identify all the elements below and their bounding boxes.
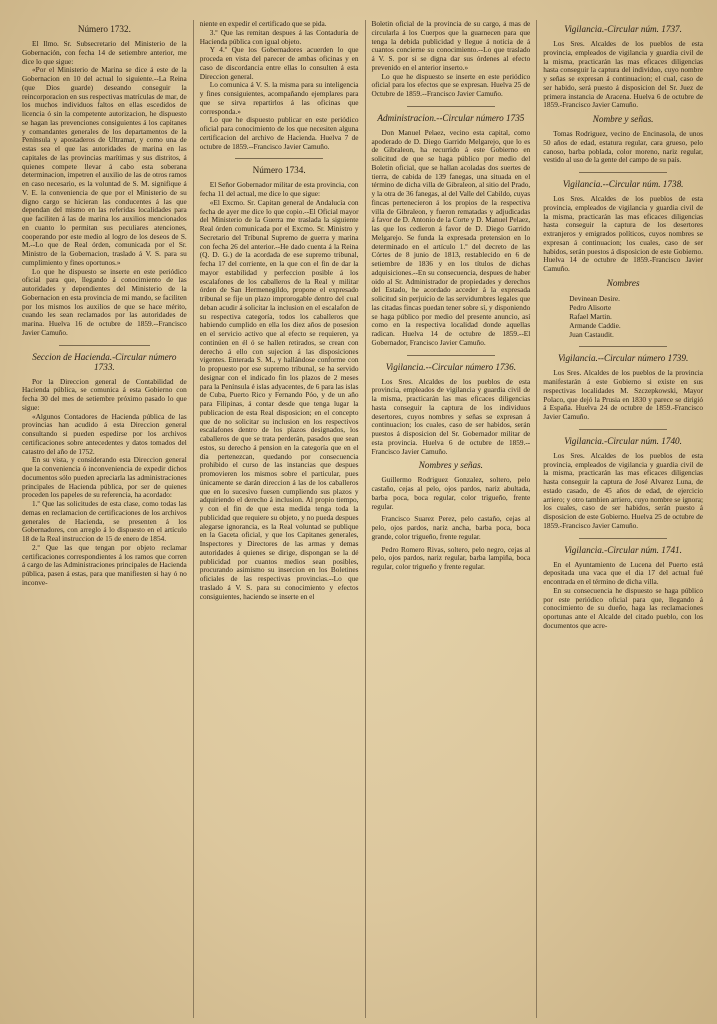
column-1	[22, 20, 194, 1018]
section-heading: Vigilancia.-Circular núm. 1741.	[564, 544, 682, 555]
paragraph: Boletin oficial de la provincia de su cargo, á mas de circularla á los Cuerpos que la guarnecen para que tenga la debida publicidad y llegue á noticia de á cuantos concierne su conocimiento.--Lo que traslado á V. S. por si se digna dar sus órdenes al efecto prevenido en el anterior inserto.»	[371, 20, 531, 72]
section-heading: Número 1734.	[252, 165, 306, 176]
paragraph: El Señor Gobernador militar de esta provincia, con fecha 11 del actual, me dice lo que sigue:	[199, 180, 359, 198]
section-divider	[59, 345, 150, 346]
paragraph: «El Excmo. Sr. Capitan general de Andalucía con fecha de ayer me dice lo que copio.--El Oficial mayor del Ministerio de la Guerra me traslada la siguiente Real órden comunicada por el Excmo. Sr. Ministro y Secretario del Tribunal Supremo de guerra y marina con fecha 26 del anterior.--He dado cuenta á la Reina (Q. D. G.) de la acordada de ese supremo tribunal, fecha 17 del corriente, en la que con el fin de dar la mayor estabilidad y perfeccion posible á los escalafones de los caballeros de la Real y militar órden de San Hermenegildo, propone el expresado tribunal se fije un plazo improrogable dentro del cual deban acudir á solicitar la inclusion en el escalafon de su respectiva categoría, todos los caballeros que habiendo cumplido en ella los diez años de posesion en el servicio activo que al efecto se requieren, ya continúen en él ó se hallen retirados, se crean con derecho á ello con sujecion á las disposiciones vigentes. Enterada S. M., y hallándose conforme con lo propuesto por ese supremo tribunal, se ha servido designar con el indicado fin los plazos de 2 meses para la Península é islas adyacentes, de 6 para las islas de Cuba, Puerto Rico y Fernando Póo, y de un año para Filipinas, á contar desde que tenga lugar la publicacion de esta Real disposicion; en el concepto que de no solicitar su inclusion en los respectivos escalafones dentro de los plazos designados, los caballeros de que se trata perderán, pasados que sean estos, su derecho á pension en la categoría que en el dia pertenezcan, quedando por consecuencia prohibido el curso de las instancias que despues promovieren los mismos sobre el particular, pues únicamente se darán direccion á las de los caballeros que en lo sucesivo fuesen cumpliendo sus plazos y adquiriendo el derecho á inclusion. Al propio tiempo, y con el fin de que esta medida tenga toda la publicidad que requiere su objeto, y no pueda despues alegarse ignorancia, es la Real voluntad se publique en la Gaceta oficial, y que los Capitanes generales, Inspectores y Directores de las armas y demas autoridades á quienes se dirige, dispongan se la dé publicidad por cuantos medios sean posibles, procurando asimismo su insercion en los Boletines oficiales de las respectivas provincias.--Lo que traslado á V. S. para su conocimiento y efectos consiguientes, haciendo se inserte en el	[199, 197, 359, 601]
person-description: Pedro Romero Rivas, soltero, pelo negro, cejas al pelo, ojos pardos, nariz regular, barba lampiña, boca regular, color trigueño y frente regular.	[371, 544, 531, 571]
paragraph: En el Ayuntamiento de Lucena del Puerto está depositada una vaca que el dia 17 del actual fué encontrada en el término de dicha villa.	[543, 559, 703, 587]
section-divider	[407, 106, 494, 107]
paragraph: Lo comunica á V. S. la misma para su inteligencia y fines consiguientes, acompañando ejemplares para que se sirva repartirlos á las oficinas que corresponda.»	[199, 80, 359, 116]
name-item: Juan Castaudit.	[569, 330, 614, 340]
section-divider	[579, 172, 667, 173]
name-item: Devinean Desire.	[569, 293, 620, 303]
paragraph: 3.º Que las remitan despues á las Contaduría de Hacienda pública con igual objeto.	[199, 27, 359, 46]
section-heading: Vigilancia.-Circular núm. 1740.	[564, 435, 682, 446]
name-item: Rafael Martin.	[569, 311, 612, 321]
paragraph: Los Sres. Alcaldes de los pueblos de esta provincia, empleados de vigilancia y guardia civil de la misma, practicarán las mas eficaces diligencias hasta conseguir la captura de los desertores extranjeros y emigrados políticos, cuyos nombres se expresan á continuacion; los cuales, caso de ser habidos, serán puestos á disposicion de este Gobierno. Huelva 14 de octubre de 1859.-Francisco Javier Camuño.	[543, 194, 703, 273]
column-3	[366, 20, 538, 1018]
paragraph: 2.º Que las que tengan por objeto reclamar certificaciones correspondientes á los ramos que corren á cargo de las Administraciones principales de Hacienda pública, pasen á estas, para que manifiesten si hay ó no inconve-	[22, 542, 187, 587]
paragraph: Los Sres. Alcaldes de los pueblos de esta provincia, empleados de vigilancia y guardia civil de la misma, practicarán las mas eficaces diligencias hasta conseguir la captura del individuo, cuyo nombre y señas se expresan á continuacion; el cual, caso de ser habido, será puesto á disposicion del Sr. Juez de primera instancia de Aracena. Huelva 6 de octubre de 1859.-Francisco Javier Camuño.	[543, 39, 703, 110]
section-heading: Nombres y señas.	[418, 460, 483, 471]
column-2	[194, 20, 366, 1018]
section-divider	[579, 346, 667, 347]
paragraph: Lo que he dispuesto se inserte en este periódico oficial para que, llegando á conocimiento de las autoridades y dependientes del Ministerio de la Gobernacion en esta provincia de mi mando, se faciliten por los mismos los auxilios de que se hace mérito, cuando les sean reclamados por las autoridades de marina. Huelva 16 de octubre de 1859.--Francisco Javier Camuño.	[22, 266, 187, 337]
person-description: Guillermo Rodriguez Gonzalez, soltero, pelo castaño, cejas al pelo, ojos pardos, nariz abultada, barba poca, boca regular, color trigueño, frente regular.	[371, 475, 531, 511]
section-heading: Número 1732.	[77, 24, 131, 34]
name-item: Pedro Alisorte	[569, 302, 612, 312]
section-heading: Vigilancia.--Circular núm. 1738.	[562, 179, 684, 189]
paragraph: Los Sres. Alcaldes de los pueblos de esta provincia, empleados de vigilancia y guardia civil de la misma, practicarán las mas eficaces diligencias hasta conseguir la captura de los individuos desertores, cuyos nombres y señas se expresan á continuacion; los cuales, caso de ser habidos, serán puestos á disposicion del Sr. Gobernador militar de esta provincia. Huelva 6 de octubre de 1859.--Francisco Javier Camuño.	[371, 376, 531, 456]
paragraph: niente en expedir el certificado que se pida.	[199, 20, 327, 28]
paragraph: Tomas Rodriguez, vecino de Encinasola, de unos 50 años de edad, estatura regular, cara grueso, pelo canoso, barba poblada, color moreno, nariz regular, vestido al uso de la gente del campo de su país.	[543, 129, 703, 165]
person-description: Francisco Suarez Perez, pelo castaño, cejas al pelo, ojos pardos, nariz ancha, barba poca, boca grande, color trigueño, frente regular.	[371, 514, 531, 541]
paragraph: Don Manuel Pelaez, vecino esta capital, como apoderado de D. Diego Garrido Melgarejo, que lo es de Gibraleon, ha recurrido á este Gobierno en solicitud de que se haga público por medio del Boletin oficial, que se hallan acoladas dos suertes de tierra, de cabida de 139 fanegas, una situada en el término de dicha villa de Gibraleon, al sitio del Prado, y la otra de 36 fanegas, al del Valle del Cabildo, cuyas fincas pertenecieron á los propios de la respectiva villa de Gibraleon, y fueron rematadas y adjudicadas á favor de D. Antonio de la Corte y D. Manuel Pelaez, las que los cedieron á favor de D. Diego Garrido Melgarejo. Se funda la expresada pretension en lo determinado en el artículo 1.º del decreto de las Córtes de 8 junio de 1813, restablecido en 6 de setiembre de 1836 y en los títulos de dichas adquisiciones.--En su consecuencia, despues de haber oido al Sr. Administrador de propiedades y derechos del Estado, he acordado acceder á la expresada solicitud sin perjuicio de las servidumbres legales que las citadas fincas puedan tener sobre sí, y disponiendo se haga público por medio del presente anuncio, así como en la respectiva localidad donde aquellas radican. Huelva 14 de octubre de 1859.--El Gobernador, Francisco Javier Camuño.	[371, 127, 531, 347]
paragraph: Lo que he dispuesto publicar en este periódico oficial para conocimiento de los que necesiten alguna certificacion del archivo de Hacienda. Huelva 7 de octubre de 1859.--Francisco Javier Camuño.	[199, 115, 359, 151]
paragraph: Los Sres. Alcaldes de los pueblos de esta provincia, empleados de vigilancia y guardia civil de la misma, practicarán las mas eficaces diligencias hasta conseguir la captura de José Alvarez Luna, de estado casado, de 45 años de edad, de ejercicio arriero; y otro tambien arriero, cuyo nombre se ignora; los cuales, caso de ser habidos, serán puesto á disposicion de este Gobierno. Huelva 25 de octubre de 1859.-Francisco Javier Camuño.	[543, 450, 703, 530]
section-divider	[579, 538, 667, 539]
section-heading: Vigilancia.--Circular número 1736.	[385, 361, 517, 372]
paragraph: 1.º Que las solicitudes de esta clase, como todas las demas en reclamacion de certificaciones de los archivos generales de Hacienda, se presenten á los Gobernadores, con arreglo á lo dispuesto en el artículo 18 de la Real instruccion de 15 de enero de 1854.	[22, 499, 187, 543]
paragraph: «Por el Ministerio de Marina se dice á este de la Gobernacion en 10 del actual lo siguiente.--La Reina (que Dios guarde) deseando conseguir la reincorporacion en sus respectivas matrículas de mar, de los muchos individuos faltos en ellas escedidos de licencia ó sin la competente autorizacion, he dispuesto se hagan las prevenciones consiguientes á los capitanes y comandantes generales de los departamentos de la Península y apostaderos de Ultramar, y como una de estas sea el que las autoridades de marina en las capitales de las provincias marítimas y sus distritos, á quienes compete llevar á cabo esta soberana determinacion, impetren el auxilio de las de otros ramos en caso necesario, es la voluntad de S. M. signifique á V. E. la conveniencia de que por el Ministerio de su digno cargo se hicieran las conducentes á las que dependan del mismo en las referidas localidades para que faciliten á las de marina los auxilios mencionados en cuanto lo permitan sus peculiares atenciones, cooperando por este medio al logro de los deseos de S. M.--Lo que de Real órden, comunicada por el Sr. Ministro de la Gobernacion, traslado á V. S. para su cumplimiento y fines oportunos.»	[22, 65, 187, 267]
section-divider	[235, 158, 322, 159]
section-heading: Vigilancia.-Circular núm. 1737.	[564, 24, 682, 34]
columns	[22, 20, 709, 1018]
section-divider	[407, 355, 494, 356]
paragraph: Y 4.º Que los Gobernadores acuerden lo que proceda en vista del parecer de ambas oficinas y en caso de discordancia entre ellas lo consulten á esta Direccion general.	[199, 45, 359, 81]
column-4	[537, 20, 709, 1018]
section-heading: Administracion.--Circular número 1735	[377, 112, 525, 123]
names-list	[543, 294, 703, 340]
section-heading: Vigilancia.--Circular número 1739.	[557, 353, 689, 364]
section-divider	[579, 429, 667, 430]
paragraph: En su vista, y considerando esta Direccion general que la conveniencia ó inconveniencia de expedir dichos documentos sólo pueden apreciarla las administraciones principales de Hacienda pública, por ser de quienes proceden los papeles de su referencia, ha acordado:	[22, 455, 187, 500]
paragraph: Por la Direccion general de Contabilidad de Hacienda pública, se comunica á esta Gobierno con fecha 30 del mes de setiembre próximo pasado lo que sigue:	[22, 376, 187, 412]
paragraph: Lo que he dispuesto se inserte en este periódico oficial para los efectos que se expresan. Huelva 25 de Octubre de 1859.--Francisco Javier Camuño.	[371, 71, 531, 98]
name-item: Armande Caddie.	[569, 321, 621, 331]
paragraph: «Algunos Contadores de Hacienda pública de las provincias han acudido á esta Direccion general consultando si pueden espedirse por los archivos certificaciones sobre antecedentes y datos tomados del catastro del año de 1752.	[22, 411, 187, 456]
paragraph: En su consecuencia he dispuesto se haga público por este periódico oficial para que, llegando á conocimiento de su dueño, haga las reclamaciones oportunas ante el Alcalde del citado pueblo, con los documentos que acre-	[543, 585, 703, 630]
paragraph: El Ilmo. Sr. Subsecretario del Ministerio de la Gobernación, con fecha 14 de setiembre anterior, me dice lo que sigue:	[22, 39, 187, 66]
section-heading: Nombres	[606, 277, 640, 288]
section-heading: Seccion de Hacienda.-Circular número 1733.	[32, 351, 177, 372]
paragraph: Los Sres. Alcaldes de los pueblos de la provincia manifestarán á este Gobierno si existe en sus respectivas localidades M. Szczepkowski, Mayor Polaco, que dejó la Prusia en 1830 y parece se dirigió á España. Huelva 24 de octubre de 1859.-Francisco Javier Camuño.	[543, 368, 703, 422]
section-heading: Nombre y señas.	[592, 114, 654, 124]
